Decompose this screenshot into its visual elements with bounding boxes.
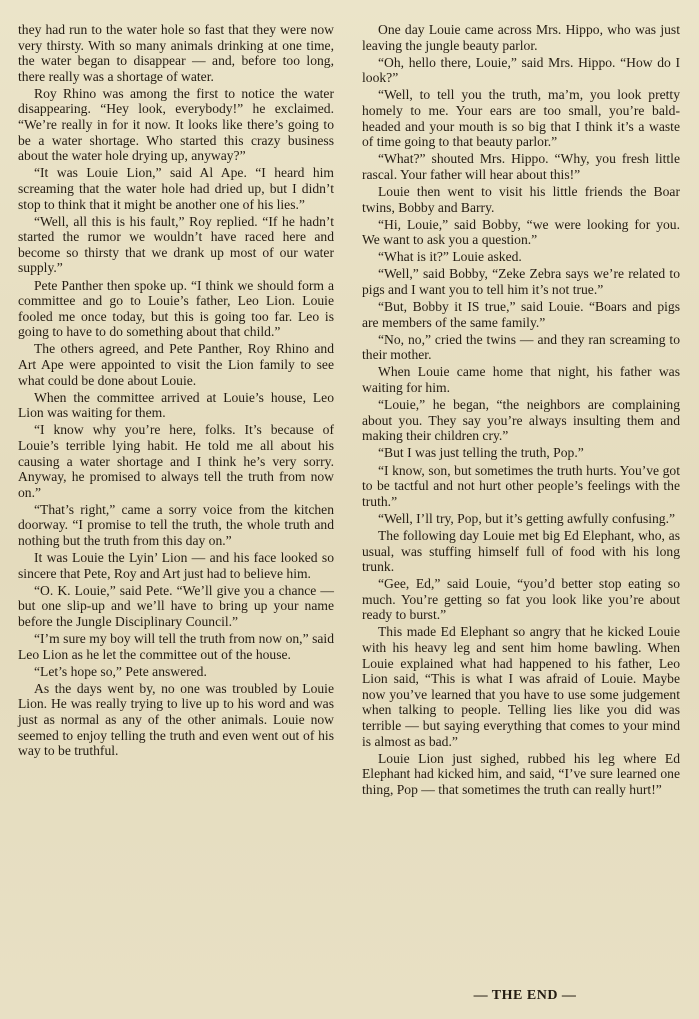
paragraph: “Well,” said Bobby, “Zeke Zebra says we’re related to pigs and I want you to tell him it’s not true.” — [362, 266, 680, 297]
paragraph: “I know why you’re here, folks. It’s because of Louie’s terrible lying habit. He told me all about his causing a water shortage and I think he’s very sorry. Anyway, he promised to always tell the truth from now on.” — [18, 422, 334, 500]
paragraph: “That’s right,” came a sorry voice from the kitchen doorway. “I promise to tell the truth, the whole truth and nothing but the truth from this day on.” — [18, 501, 334, 548]
paragraph: they had run to the water hole so fast that they were now very thirsty. With so many animals drinking at one time, the water began to disappear — and, before too long, there really was a shortage of water. — [18, 22, 334, 84]
paragraph: The others agreed, and Pete Panther, Roy Rhino and Art Ape were appointed to visit the Lion family to see what could be done about Louie. — [18, 341, 334, 388]
paragraph: The following day Louie met big Ed Elephant, who, as usual, was stuffing himself full of food with his long trunk. — [362, 527, 680, 575]
paragraph: When Louie came home that night, his father was waiting for him. — [362, 364, 680, 396]
paragraph: “Well, I’ll try, Pop, but it’s getting awfully confusing.” — [378, 510, 676, 526]
paragraph: “Oh, hello there, Louie,” said Mrs. Hippo. “How do I look?” — [362, 54, 680, 86]
paragraph: It was Louie the Lyin’ Lion — and his face looked so sincere that Pete, Roy and Art just had to believe him. — [18, 550, 334, 581]
paragraph: “What is it?” Louie asked. — [378, 249, 522, 265]
paragraph: “O. K. Louie,” said Pete. “We’ll give you a chance — but one slip-up and we’ll have to bring up your name before the Jungle Disciplinary Council.” — [18, 582, 334, 629]
paragraph: Pete Panther then spoke up. “I think we should form a committee and go to Louie’s father, Leo Lion. Louie fooled me once today, but this is going too far. Leo is going to have to do something about that child.” — [18, 277, 334, 340]
right-column — [362, 22, 680, 798]
paragraph: “But I was just telling the truth, Pop.” — [378, 445, 584, 461]
paragraph: “I’m sure my boy will tell the truth from now on,” said Leo Lion as he let the committee out of the house. — [18, 631, 334, 662]
left-column — [18, 22, 334, 759]
paragraph: “No, no,” cried the twins — and they ran screaming to their mother. — [362, 331, 680, 363]
paragraph: “I know, son, but sometimes the truth hurts. You’ve got to be tactful and not hurt other people’s feelings with the truth.” — [362, 462, 680, 509]
paragraph: As the days went by, no one was troubled by Louie Lion. He was really trying to live up to his word and was just as normal as any of the other animals. Louie now seemed to enjoy telling the truth and even went out of his way to be truthful. — [18, 680, 334, 759]
paragraph: Louie then went to visit his little friends the Boar twins, Bobby and Barry. — [362, 183, 680, 215]
paragraph: “Gee, Ed,” said Louie, “you’d better stop eating so much. You’re getting so fat you look like you’re about ready to burst.” — [362, 576, 680, 623]
paragraph: When the committee arrived at Louie’s house, Leo Lion was waiting for them. — [18, 389, 334, 421]
paragraph: “Well, all this is his fault,” Roy replied. “If he hadn’t started the rumor we wouldn’t have raced here and become so thirsty that we drank up most of our water supply.” — [18, 213, 334, 276]
paragraph: “What?” shouted Mrs. Hippo. “Why, you fresh little rascal. Your father will hear about this!” — [362, 151, 680, 182]
the-end-label: — THE END — — [473, 988, 577, 1003]
paragraph: “It was Louie Lion,” said Al Ape. “I heard him screaming that the water hole had dried up, but I didn’t stop to think that it might be another one of his lies.” — [18, 165, 334, 212]
paragraph: Louie Lion just sighed, rubbed his leg where Ed Elephant had kicked him, and said, “I’ve sure learned one thing, Pop — that sometimes the truth can really hurt!” — [362, 750, 680, 797]
paragraph: “Well, to tell you the truth, ma’m, you look pretty homely to me. Your ears are too small, you’re bald-headed and your mouth is so big that I think it’s a waste of time going to that beauty parlor.” — [362, 87, 680, 150]
paragraph: “Let’s hope so,” Pete answered. — [34, 663, 207, 679]
paragraph: One day Louie came across Mrs. Hippo, who was just leaving the jungle beauty parlor. — [362, 22, 680, 53]
paragraph: “Hi, Louie,” said Bobby, “we were looking for you. We want to ask you a question.” — [362, 216, 680, 248]
paragraph: “Louie,” he began, “the neighbors are complaining about you. They say you’re always insulting them and making their children cry.” — [362, 397, 680, 444]
paragraph: “But, Bobby it IS true,” said Louie. “Boars and pigs are members of the same family.” — [362, 299, 680, 330]
paragraph: Roy Rhino was among the first to notice the water disappearing. “Hey look, everybody!” he exclaimed. “We’re really in for it now. It looks like there’s going to be a water shortage. Who started this crazy business about the water hole drying up, anyway?” — [18, 85, 334, 164]
paragraph: This made Ed Elephant so angry that he kicked Louie with his heavy leg and sent him home bawling. When Louie explained what had happened to his father, Leo Lion said, “This is what I was afraid of Louie. Maybe now you’ve learned that you have to use some judgement when talking to people. Telling lies like you did was terrible — but saying everything that comes to your mind is almost as bad.” — [362, 624, 680, 749]
